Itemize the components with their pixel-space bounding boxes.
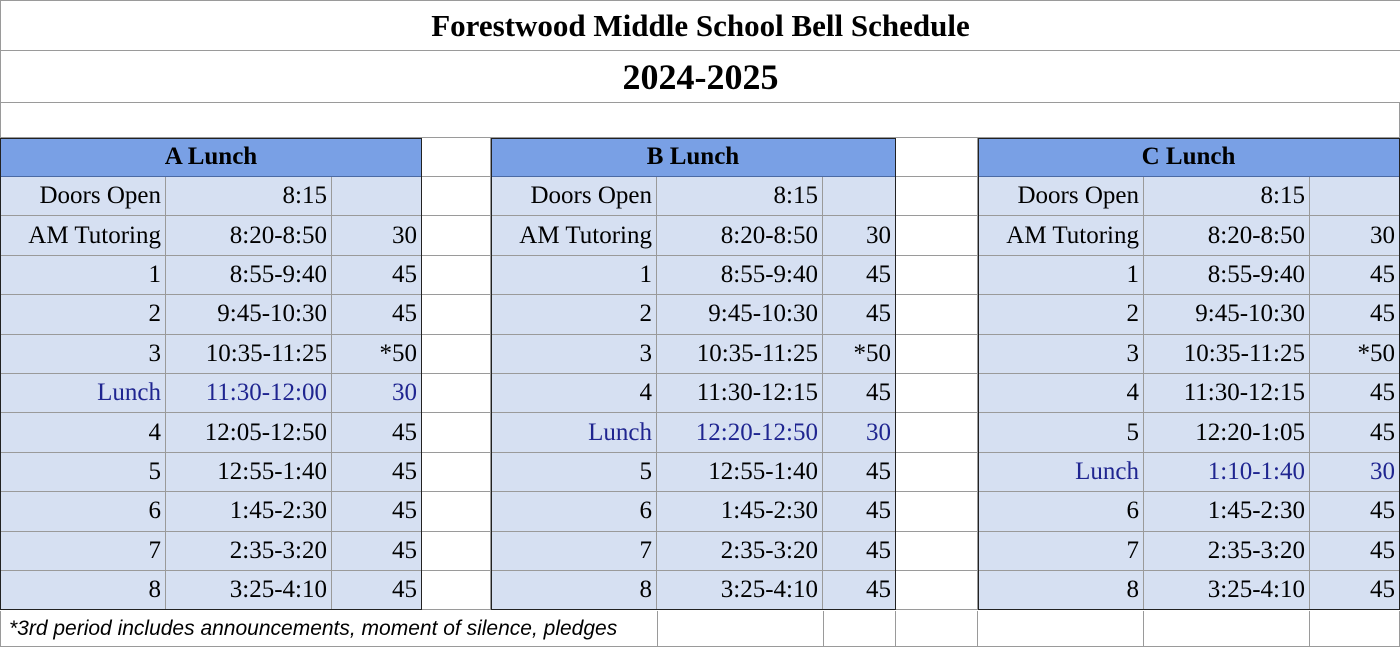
period-time: 8:55-9:40 [657,256,823,295]
gap-cell [422,374,491,413]
period-time: 1:45-2:30 [166,492,332,531]
gap-cell [422,492,491,531]
gap-cell [422,216,491,255]
footnote: *3rd period includes announcements, moment of silence, pledges [0,611,658,647]
period-time: 1:45-2:30 [657,492,823,531]
period-minutes: 45 [1310,256,1400,295]
period-minutes [332,177,422,216]
period-minutes: 30 [1310,216,1400,255]
school-year: 2024-2025 [0,51,1400,103]
period-time: 12:55-1:40 [166,453,332,492]
page-title: Forestwood Middle School Bell Schedule [0,0,1400,51]
gap-cell [422,295,491,334]
period-minutes: *50 [332,335,422,374]
period-time: 8:55-9:40 [1144,256,1310,295]
period-label: AM Tutoring [491,216,657,255]
gap-cell [422,256,491,295]
gap-cell [422,177,491,216]
period-time: 8:20-8:50 [1144,216,1310,255]
gap-cell [422,413,491,452]
gap-cell [422,532,491,571]
period-label: Doors Open [978,177,1144,216]
period-label: 5 [978,413,1144,452]
period-minutes: 45 [332,453,422,492]
period-minutes: 30 [332,374,422,413]
period-label: 8 [978,571,1144,610]
period-minutes: 45 [823,453,896,492]
period-minutes: 45 [1310,571,1400,610]
period-minutes: 45 [332,413,422,452]
gap-cell [422,453,491,492]
period-minutes: 45 [823,295,896,334]
period-label: 6 [978,492,1144,531]
gap-cell [896,453,978,492]
period-label: 1 [0,256,166,295]
period-label: 4 [978,374,1144,413]
gap-cell [896,571,978,610]
period-time: 2:35-3:20 [166,532,332,571]
period-label: 5 [491,453,657,492]
period-label: Doors Open [491,177,657,216]
period-label: 7 [491,532,657,571]
period-time: 12:55-1:40 [657,453,823,492]
period-minutes: 30 [823,216,896,255]
period-time: 12:20-1:05 [1144,413,1310,452]
gap-cell [422,138,491,177]
period-minutes: 45 [332,571,422,610]
gap-cell [896,335,978,374]
period-minutes: 45 [823,256,896,295]
period-label: 1 [491,256,657,295]
period-minutes: 45 [1310,413,1400,452]
gap-cell [896,295,978,334]
period-time: 11:30-12:00 [166,374,332,413]
period-label: 4 [491,374,657,413]
period-label: Lunch [491,413,657,452]
period-minutes: 45 [1310,492,1400,531]
period-label: AM Tutoring [978,216,1144,255]
period-minutes: 45 [1310,374,1400,413]
period-time: 12:05-12:50 [166,413,332,452]
period-minutes: *50 [823,335,896,374]
gap-cell [896,492,978,531]
period-label: Doors Open [0,177,166,216]
period-minutes: 45 [332,295,422,334]
period-time: 8:20-8:50 [166,216,332,255]
period-label: 8 [0,571,166,610]
period-label: 2 [491,295,657,334]
a-lunch-header: A Lunch [0,138,422,177]
period-time: 1:10-1:40 [1144,453,1310,492]
period-time: 2:35-3:20 [657,532,823,571]
period-time: 9:45-10:30 [657,295,823,334]
period-label: 3 [0,335,166,374]
period-label: 4 [0,413,166,452]
period-time: 3:25-4:10 [657,571,823,610]
gap-cell [896,138,978,177]
period-time: 11:30-12:15 [1144,374,1310,413]
empty-cell [896,611,978,647]
period-label: 6 [0,492,166,531]
period-minutes: 45 [332,256,422,295]
period-time: 3:25-4:10 [1144,571,1310,610]
gap-cell [896,413,978,452]
period-label: 3 [491,335,657,374]
period-time: 10:35-11:25 [166,335,332,374]
period-label: Lunch [0,374,166,413]
gap-cell [422,335,491,374]
period-label: 8 [491,571,657,610]
period-time: 9:45-10:30 [166,295,332,334]
period-label: 7 [0,532,166,571]
spacer-row [0,103,1400,138]
period-time: 1:45-2:30 [1144,492,1310,531]
period-minutes: 30 [823,413,896,452]
period-minutes: *50 [1310,335,1400,374]
period-label: 7 [978,532,1144,571]
empty-cell [658,611,824,647]
b-lunch-header: B Lunch [491,138,896,177]
period-time: 10:35-11:25 [657,335,823,374]
period-label: 5 [0,453,166,492]
period-label: AM Tutoring [0,216,166,255]
period-minutes: 45 [823,532,896,571]
period-time: 8:15 [166,177,332,216]
period-label: 2 [978,295,1144,334]
period-time: 2:35-3:20 [1144,532,1310,571]
period-minutes: 45 [332,532,422,571]
period-time: 10:35-11:25 [1144,335,1310,374]
period-minutes: 30 [332,216,422,255]
period-time: 8:15 [1144,177,1310,216]
period-minutes [1310,177,1400,216]
period-time: 11:30-12:15 [657,374,823,413]
period-label: Lunch [978,453,1144,492]
period-minutes: 45 [823,374,896,413]
period-minutes: 45 [1310,532,1400,571]
empty-cell [824,611,896,647]
period-time: 8:20-8:50 [657,216,823,255]
period-minutes: 45 [332,492,422,531]
gap-cell [896,216,978,255]
period-label: 3 [978,335,1144,374]
gap-cell [896,532,978,571]
period-label: 6 [491,492,657,531]
period-label: 1 [978,256,1144,295]
period-label: 2 [0,295,166,334]
empty-cell [1310,611,1400,647]
period-minutes: 30 [1310,453,1400,492]
period-time: 12:20-12:50 [657,413,823,452]
gap-cell [896,256,978,295]
gap-cell [422,571,491,610]
c-lunch-header: C Lunch [978,138,1400,177]
empty-cell [978,611,1144,647]
period-time: 8:55-9:40 [166,256,332,295]
period-minutes: 45 [1310,295,1400,334]
empty-cell [1144,611,1310,647]
gap-cell [896,374,978,413]
period-minutes: 45 [823,571,896,610]
period-minutes: 45 [823,492,896,531]
period-time: 8:15 [657,177,823,216]
period-time: 3:25-4:10 [166,571,332,610]
period-time: 9:45-10:30 [1144,295,1310,334]
period-minutes [823,177,896,216]
gap-cell [896,177,978,216]
